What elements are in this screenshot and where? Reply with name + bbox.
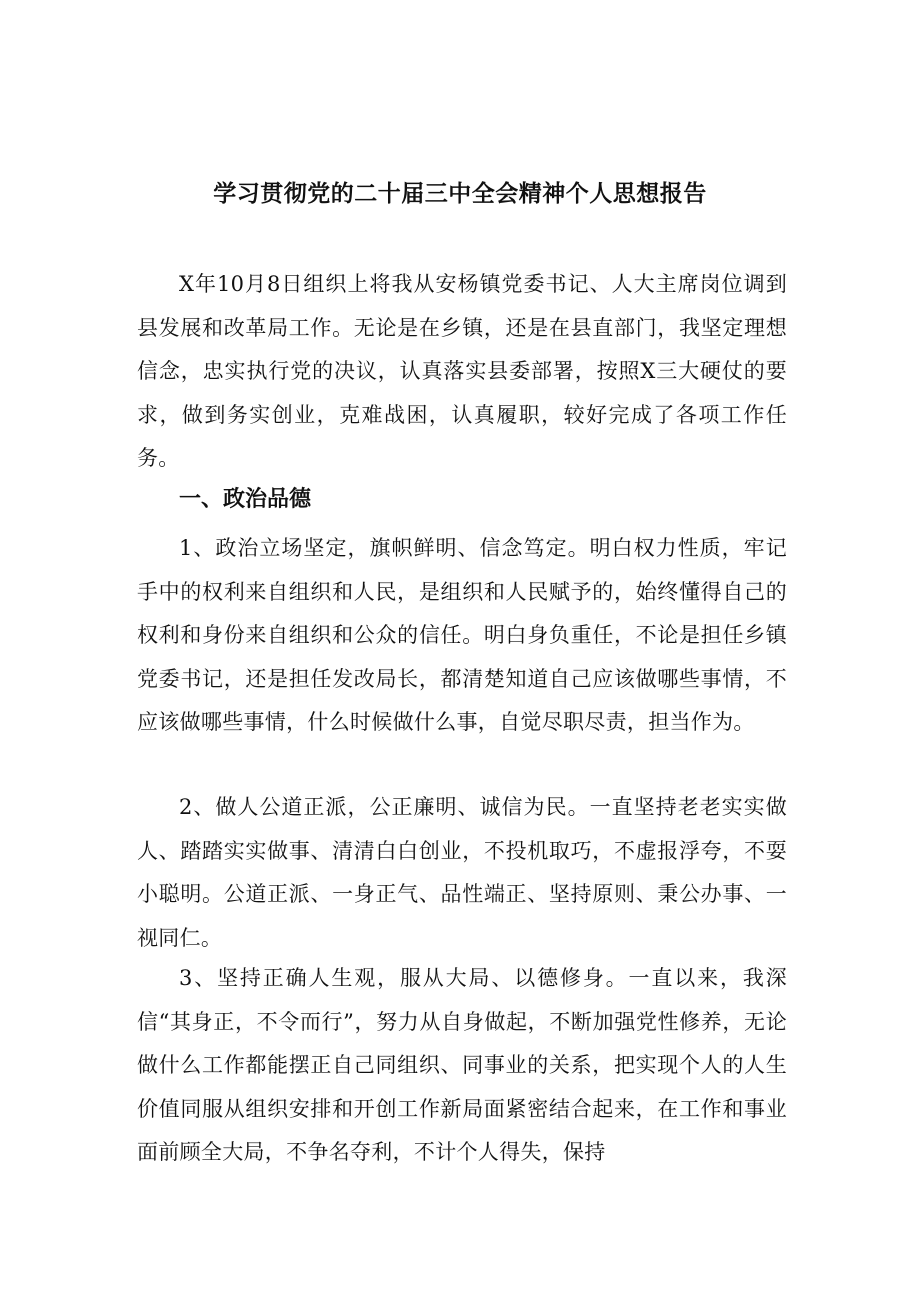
document-title: 学习贯彻党的二十届三中全会精神个人思想报告 <box>213 181 707 207</box>
paragraph-2: 2、做人公道正派，公正廉明、诚信为民。一直坚持老老实实做人、踏踏实实做事、清清白白创业，不投机取巧，不虚报浮夸，不耍小聪明。公道正派、一身正气、品性端正、坚持原则、秉公办事、一视同仁。 <box>137 795 787 950</box>
paragraph-1: 1、政治立场坚定，旗帜鲜明、信念笃定。明白权力性质，牢记手中的权利来自组织和人民，是组织和人民赋予的，始终懂得自己的权利和身份来自组织和公众的信任。明白身负重任，不论是担任乡镇党委书记，还是担任发改局长，都清楚知道自己应该做哪些事情，不应该做哪些事情，什么时候做什么事，自觉尽职尽责，担当作为。 <box>137 536 787 734</box>
intro-paragraph: X年10月8日组织上将我从安杨镇党委书记、人大主席岗位调到县发展和改革局工作。无论是在乡镇，还是在县直部门，我坚定理想信念，忠实执行党的决议，认真落实县委部署，按照X三大硬仗的要求，做到务实创业，克难战困，认真履职，较好完成了各项工作任务。 <box>137 272 787 470</box>
section-heading: 一、政治品德 <box>179 487 312 512</box>
paragraph-3: 3、坚持正确人生观，服从大局、以德修身。一直以来，我深信“其身正，不令而行”，努力从自身做起，不断加强党性修养，无论做什么工作都能摆正自己同组织、同事业的关系，把实现个人的人生价值同服从组织安排和开创工作新局面紧密结合起来，在工作和事业面前顾全大局，不争名夺利，不计个人得失，保持 <box>137 966 787 1164</box>
